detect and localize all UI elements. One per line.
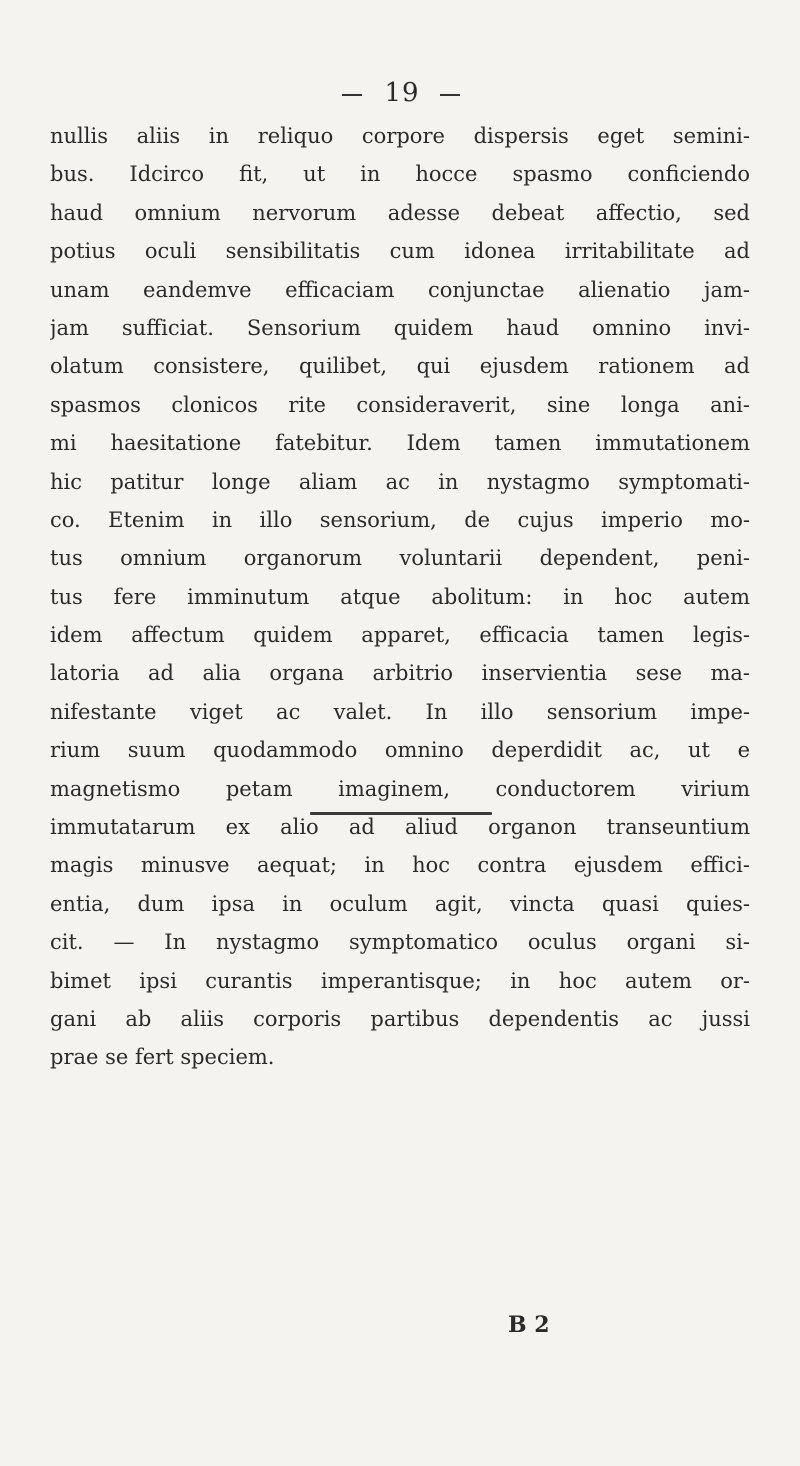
text-line: magnetismo petam imaginem, conductorem virium	[50, 776, 750, 801]
text-line: tus omnium organorum voluntarii dependent, peni-	[50, 546, 750, 571]
header-dash-left	[342, 94, 362, 96]
page-header	[0, 78, 800, 108]
text-line: immutatarum ex alio ad aliud organon transeuntium	[50, 815, 750, 840]
text-line: tus fere imminutum atque abolitum: in hoc autem	[50, 584, 750, 609]
text-line: jam sufficiat. Sensorium quidem haud omnino invi-	[50, 315, 750, 340]
text-line: entia, dum ipsa in oculum agit, vincta quasi quies-	[50, 891, 750, 916]
text-line: olatum consistere, quilibet, qui ejusdem rationem ad	[50, 354, 750, 379]
text-line: bus. Idcirco fit, ut in hocce spasmo conficiendo	[50, 162, 750, 187]
text-line: gani ab aliis corporis partibus dependentis ac jussi	[50, 1006, 750, 1031]
header-dash-right	[440, 94, 460, 96]
page-number: 19	[384, 78, 420, 108]
text-line: latoria ad alia organa arbitrio inservientia sese ma-	[50, 661, 750, 686]
body-text	[50, 117, 750, 1077]
text-line: magis minusve aequat; in hoc contra ejusdem effici-	[50, 853, 750, 878]
ornament-rule	[310, 812, 492, 815]
text-line-final: prae se fert speciem.	[50, 1045, 275, 1070]
text-line: spasmos clonicos rite consideraverit, sine longa ani-	[50, 392, 750, 417]
text-line: mi haesitatione fatebitur. Idem tamen immutationem	[50, 431, 750, 456]
text-line: hic patitur longe aliam ac in nystagmo symptomati-	[50, 469, 750, 494]
text-line: rium suum quodammodo omnino deperdidit ac, ut e	[50, 738, 750, 763]
text-line: nifestante viget ac valet. In illo sensorium impe-	[50, 699, 750, 724]
signature-mark: B 2	[508, 1312, 550, 1338]
text-line: unam eandemve efficaciam conjunctae alienatio jam-	[50, 277, 750, 302]
text-line: nullis aliis in reliquo corpore dispersis eget semini-	[50, 124, 750, 148]
text-line: bimet ipsi curantis imperantisque; in hoc autem or-	[50, 968, 750, 993]
text-line: haud omnium nervorum adesse debeat affectio, sed	[50, 200, 750, 225]
text-line: idem affectum quidem apparet, efficacia tamen legis-	[50, 623, 750, 648]
text-line: cit. — In nystagmo symptomatico oculus organi si-	[50, 930, 750, 955]
text-line: potius oculi sensibilitatis cum idonea irritabilitate ad	[50, 239, 750, 264]
text-line: co. Etenim in illo sensorium, de cujus imperio mo-	[50, 507, 750, 532]
